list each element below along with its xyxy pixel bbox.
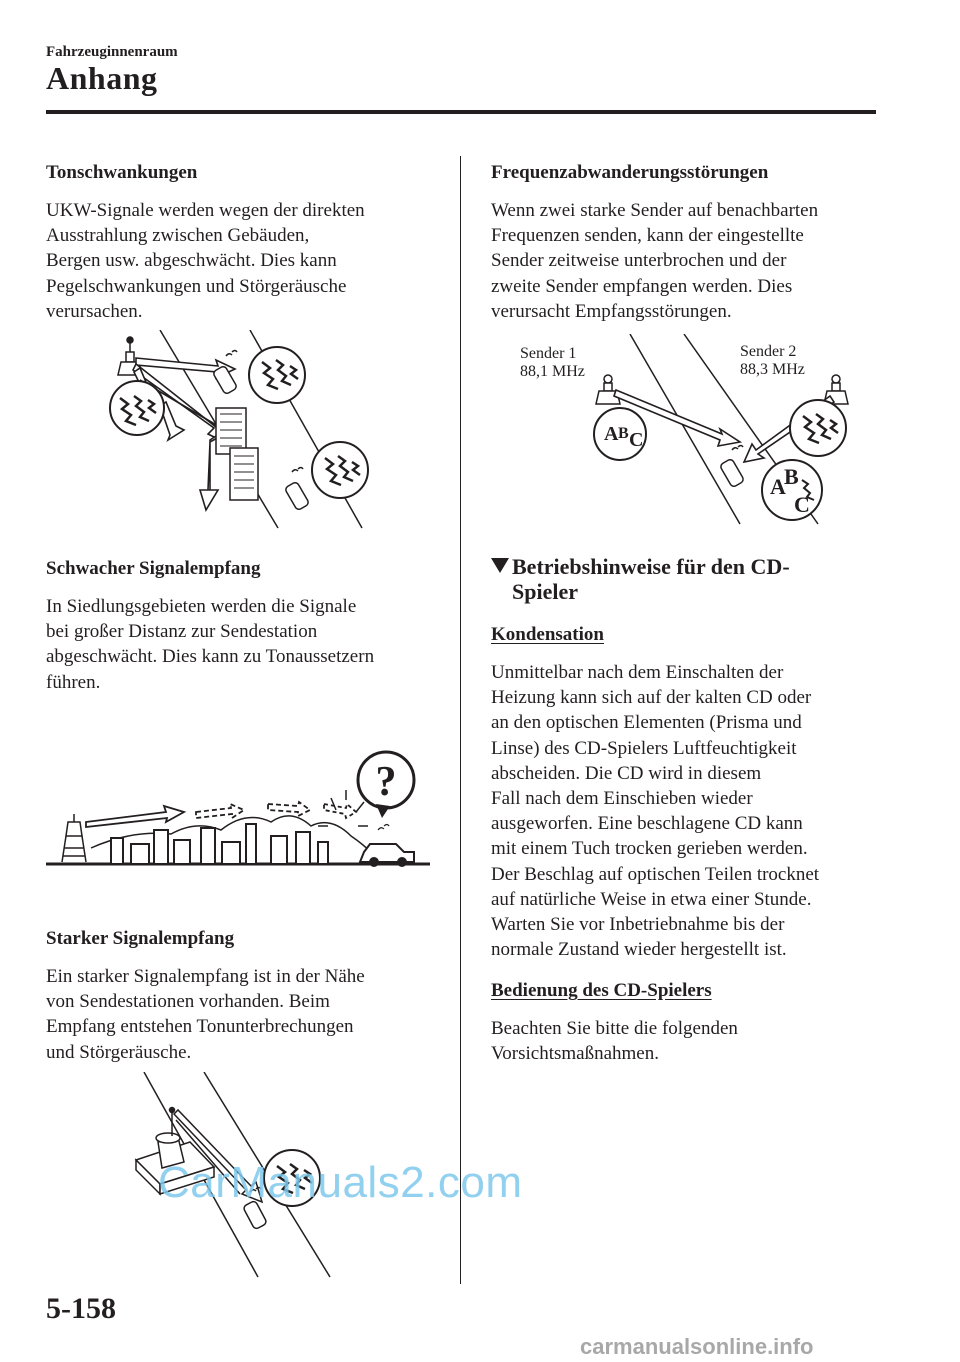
car-icon [360, 825, 414, 867]
sender2-frequency: 88,3 MHz [740, 361, 805, 378]
frequency-drift-section [491, 160, 886, 324]
weak-signal-body: In Siedlungsgebieten werden die Signale bei großer Distanz zur Sendestation abgeschwächt. Dies kann zu Tonaussetzern führen. [46, 596, 375, 693]
strong-signal-body: Ein starker Signalempfang ist in der Nähe von Sendestationen vorhanden. Beim Empfang entstehen Tonunterbrechungen und Störgeräusche. [46, 966, 365, 1063]
operation-body: Beachten Sie bitte die folgenden Vorsichtsmaßnahmen. [491, 1018, 738, 1065]
weak-signal-heading: Schwacher Signalempfang [46, 558, 261, 579]
strong-signal-section [46, 926, 441, 1065]
svg-text:C: C [794, 492, 810, 517]
weak-signal-section [46, 556, 441, 695]
car-icon [719, 446, 744, 488]
frequency-drift-heading: Frequenzabwanderungsstörungen [491, 162, 769, 183]
svg-text:B: B [784, 464, 799, 489]
question-bubble-icon [358, 752, 414, 818]
footer-watermark: carmanualsonline.info [580, 1334, 814, 1359]
sender1-name: Sender 1 [520, 345, 577, 362]
sender1-frequency: 88,1 MHz [520, 363, 585, 380]
operation-heading: Bedienung des CD-Spielers [491, 980, 712, 1001]
header-rule [46, 110, 876, 114]
svg-text:B: B [618, 425, 629, 442]
condensation-section [491, 624, 886, 962]
noise-bubble-icon [249, 347, 305, 403]
sender2-name: Sender 2 [740, 343, 797, 360]
weak-signal-figure [46, 740, 436, 870]
car-icon [284, 468, 309, 511]
abc-bubble-icon [594, 408, 646, 460]
question-mark-text: ? [375, 759, 397, 805]
cd-section-heading: Betriebshinweise für den CD- Spieler [491, 554, 886, 604]
building-icon [216, 408, 258, 500]
triangle-marker-icon [491, 558, 509, 573]
abc-noise-bubble-icon [762, 460, 822, 520]
page-number: 5-158 [46, 1292, 116, 1325]
car-icon [212, 351, 237, 395]
condensation-body: Unmittelbar nach dem Einschalten der Heizung kann sich auf der kalten CD oder an den optischen Elementen (Prisma und Linse) des CD-Spielers Luftfeuchtigkeit abscheiden. Die CD wird in diesem Fall nach dem Einschieben wieder ausgeworfen. Eine beschlagene CD kann mit einem Tuch trocken gerieben werden. Der Beschlag auf optischen Teilen trocknet auf natürliche Weise in etwa einer Stunde. Warten Sie vor Inbetriebnahme bis der normale Zustand wieder hergestellt ist. [491, 662, 820, 961]
flutter-figure [100, 330, 380, 530]
noise-bubble-icon [312, 442, 368, 498]
operation-section [491, 980, 886, 1066]
svg-text:C: C [629, 429, 644, 451]
noise-bubble-icon [790, 400, 846, 456]
flutter-body: UKW-Signale werden wegen der direkten Ausstrahlung zwischen Gebäuden, Bergen usw. abgeschwächt. Dies kann Pegelschwankungen und Störgeräusche verursachen. [46, 200, 365, 322]
noise-bubble-icon [110, 381, 164, 435]
watermark-text: CarManuals2.com [158, 1158, 523, 1207]
frequency-drift-figure [500, 334, 860, 528]
svg-text:A: A [770, 474, 786, 499]
strong-signal-heading: Starker Signalempfang [46, 928, 235, 949]
tower-icon [62, 814, 86, 862]
column-divider [460, 156, 461, 1284]
flutter-heading: Tonschwankungen [46, 162, 198, 183]
condensation-heading: Kondensation [491, 624, 604, 645]
fading-signal-arrow [324, 804, 356, 818]
section-label: Fahrzeuginnenraum [46, 44, 178, 60]
page-title: Anhang [46, 60, 158, 96]
svg-text:A: A [604, 423, 619, 445]
signal-arrow-icon [86, 802, 310, 827]
frequency-drift-body: Wenn zwei starke Sender auf benachbarten Frequenzen senden, kann der eingestellte Sender zeitweise unterbrochen und der zweite Sender empfangen werden. Dies verursacht Empfangsstörungen. [491, 200, 819, 322]
signal-spark-icon [318, 790, 368, 826]
flutter-section [46, 160, 441, 324]
